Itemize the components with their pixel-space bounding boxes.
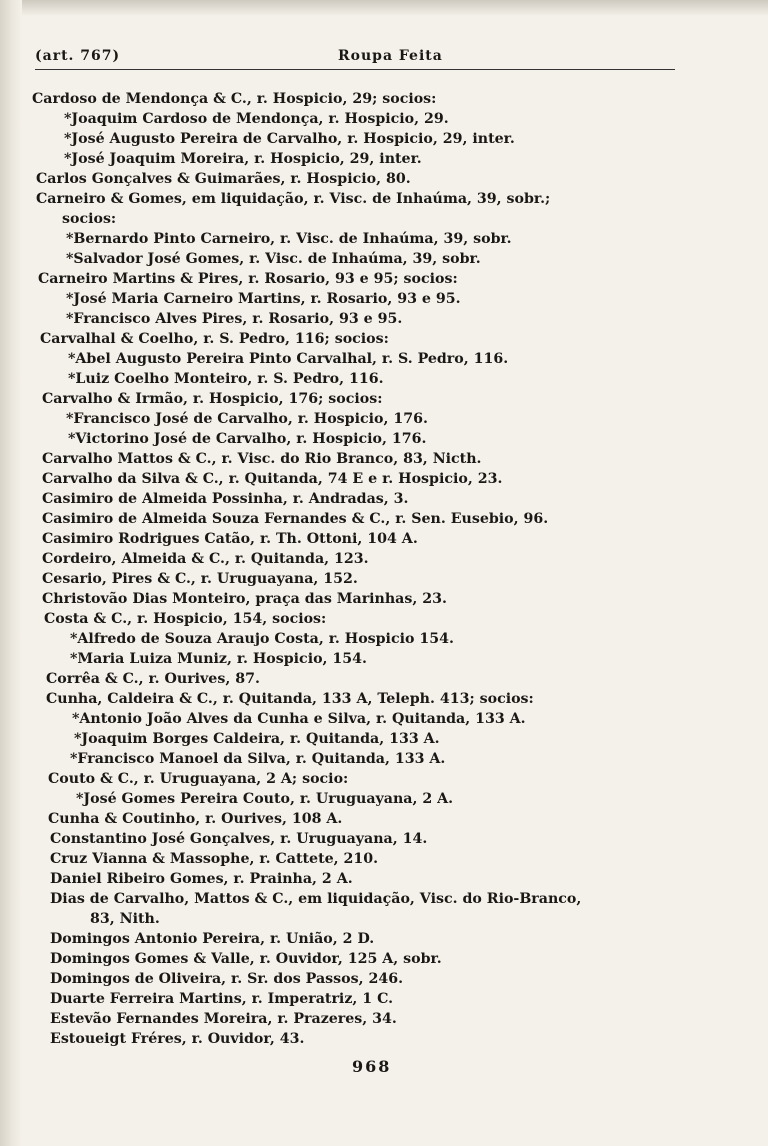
- firm-entry: Dias de Carvalho, Mattos & C., em liquidação, Visc. do Rio-Branco,: [50, 891, 582, 907]
- partner-entry: *Victorino José de Carvalho, r. Hospicio, 176.: [68, 431, 427, 447]
- article-reference: (art. 767): [35, 48, 121, 64]
- firm-entry: Casimiro de Almeida Possinha, r. Andradas, 3.: [42, 491, 409, 507]
- firm-entry: Cunha & Coutinho, r. Ourives, 108 A.: [48, 811, 343, 827]
- page-top-edge: [0, 0, 768, 16]
- firm-entry: Casimiro Rodrigues Catão, r. Th. Ottoni, 104 A.: [42, 531, 418, 547]
- partner-entry: *Bernardo Pinto Carneiro, r. Visc. de Inhaúma, 39, sobr.: [66, 231, 512, 247]
- firm-entry: Domingos Antonio Pereira, r. União, 2 D.: [50, 931, 375, 947]
- firm-entry: Carlos Gonçalves & Guimarães, r. Hospicio, 80.: [36, 171, 411, 187]
- firm-entry: Estevão Fernandes Moreira, r. Prazeres, 34.: [50, 1011, 397, 1027]
- page-binding-edge: [0, 0, 22, 1146]
- partner-entry: *Alfredo de Souza Araujo Costa, r. Hospicio 154.: [70, 631, 454, 647]
- firm-entry: Constantino José Gonçalves, r. Uruguayana, 14.: [50, 831, 428, 847]
- partner-entry: *José Augusto Pereira de Carvalho, r. Hospicio, 29, inter.: [64, 131, 515, 147]
- firm-entry: 83, Nith.: [90, 911, 160, 927]
- section-title: Roupa Feita: [338, 48, 443, 64]
- partner-entry: *José Gomes Pereira Couto, r. Uruguayana, 2 A.: [76, 791, 454, 807]
- partner-entry: *José Maria Carneiro Martins, r. Rosario, 93 e 95.: [66, 291, 461, 307]
- firm-entry: Carvalho da Silva & C., r. Quitanda, 74 E e r. Hospicio, 23.: [42, 471, 503, 487]
- firm-entry: Cruz Vianna & Massophe, r. Cattete, 210.: [50, 851, 379, 867]
- firm-entry: Carvalhal & Coelho, r. S. Pedro, 116; socios:: [40, 331, 389, 347]
- firm-entry: Cunha, Caldeira & C., r. Quitanda, 133 A, Teleph. 413; socios:: [46, 691, 534, 707]
- firm-entry: Corrêa & C., r. Ourives, 87.: [46, 671, 260, 687]
- firm-entry: Christovão Dias Monteiro, praça das Marinhas, 23.: [42, 591, 447, 607]
- firm-entry: Estoueigt Fréres, r. Ouvidor, 43.: [50, 1031, 305, 1047]
- firm-entry: Casimiro de Almeida Souza Fernandes & C., r. Sen. Eusebio, 96.: [42, 511, 549, 527]
- header-rule: [35, 69, 675, 70]
- partner-entry: *Joaquim Borges Caldeira, r. Quitanda, 133 A.: [74, 731, 440, 747]
- partner-entry: *José Joaquim Moreira, r. Hospicio, 29, inter.: [64, 151, 422, 167]
- partner-entry: *Joaquim Cardoso de Mendonça, r. Hospicio, 29.: [64, 111, 449, 127]
- firm-entry: Cardoso de Mendonça & C., r. Hospicio, 29; socios:: [32, 91, 437, 107]
- partner-entry: *Antonio João Alves da Cunha e Silva, r. Quitanda, 133 A.: [72, 711, 526, 727]
- firm-entry: Daniel Ribeiro Gomes, r. Prainha, 2 A.: [50, 871, 353, 887]
- firm-entry: Duarte Ferreira Martins, r. Imperatriz, 1 C.: [50, 991, 394, 1007]
- firm-entry: Domingos de Oliveira, r. Sr. dos Passos, 246.: [50, 971, 404, 987]
- firm-entry: Couto & C., r. Uruguayana, 2 A; socio:: [48, 771, 349, 787]
- partner-entry: *Maria Luiza Muniz, r. Hospicio, 154.: [70, 651, 367, 667]
- partner-entry: *Luiz Coelho Monteiro, r. S. Pedro, 116.: [68, 371, 384, 387]
- firm-entry: Cordeiro, Almeida & C., r. Quitanda, 123.: [42, 551, 369, 567]
- partner-entry: *Salvador José Gomes, r. Visc. de Inhaúma, 39, sobr.: [66, 251, 481, 267]
- firm-entry: Costa & C., r. Hospicio, 154, socios:: [44, 611, 327, 627]
- partner-entry: *Francisco Alves Pires, r. Rosario, 93 e 95.: [66, 311, 403, 327]
- firm-entry: Cesario, Pires & C., r. Uruguayana, 152.: [42, 571, 358, 587]
- partner-entry: *Abel Augusto Pereira Pinto Carvalhal, r. S. Pedro, 116.: [68, 351, 509, 367]
- firm-entry: Carneiro & Gomes, em liquidação, r. Visc. de Inhaúma, 39, sobr.;: [36, 191, 551, 207]
- partner-entry: *Francisco Manoel da Silva, r. Quitanda, 133 A.: [70, 751, 446, 767]
- firm-entry: Carneiro Martins & Pires, r. Rosario, 93 e 95; socios:: [38, 271, 458, 287]
- firm-entry: Domingos Gomes & Valle, r. Ouvidor, 125 A, sobr.: [50, 951, 442, 967]
- firm-entry: Carvalho Mattos & C., r. Visc. do Rio Branco, 83, Nicth.: [42, 451, 482, 467]
- page-number: 968: [352, 1057, 392, 1076]
- running-header: [35, 48, 675, 70]
- firm-entry: socios:: [62, 211, 117, 227]
- firm-entry: Carvalho & Irmão, r. Hospicio, 176; socios:: [42, 391, 383, 407]
- partner-entry: *Francisco José de Carvalho, r. Hospicio, 176.: [66, 411, 428, 427]
